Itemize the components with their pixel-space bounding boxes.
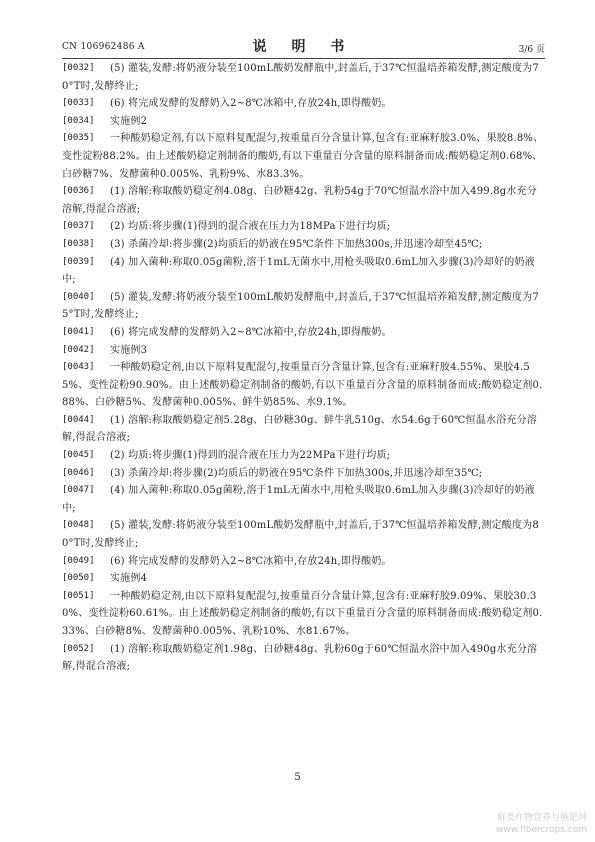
paragraph-text: 一种酸奶稳定剂,有以下原料复配混匀,按重量百分含量计算,包含有:亚麻籽胶3.0%、果胶8.8%、变性淀粉88.2%。由上述酸奶稳定剂制备的酸奶,有以下重量百分含量的原料制备而成:酸奶稳定剂0.68%、白砂糖7%、发酵菌种0.005%、乳粉9%、水83.3%。 — [62, 133, 544, 180]
paragraph-text: (1) 溶解:称取酸奶稳定剂4.08g、白砂糖42g、乳粉54g于70℃恒温水浴中加入499.8g水充分溶解,得混合溶液; — [62, 186, 537, 215]
page-header — [62, 36, 545, 56]
paragraph-number: [0037] — [62, 221, 95, 232]
paragraph-text: 实施例2 — [110, 115, 148, 127]
paragraph — [62, 289, 545, 324]
paragraph-number: [0046] — [62, 467, 95, 478]
paragraph-number: [0036] — [62, 186, 95, 197]
paragraph — [62, 324, 545, 342]
paragraph — [62, 482, 545, 517]
paragraph-number: [0047] — [62, 485, 95, 496]
paragraph-text: 实施例4 — [110, 573, 148, 585]
paragraph-number: [0044] — [62, 414, 95, 425]
paragraph-text: (3) 杀菌冷却:将步骤(2)均质后的奶液在95℃条件下加热300s,并迅速冷却至45℃; — [110, 238, 483, 250]
paragraph-text: (5) 灌装,发酵:将奶液分装至100mL酸奶发酵瓶中,封盖后,于37℃恒温培养箱发酵,测定酸度为80°T时,发酵终止; — [62, 520, 539, 550]
paragraph — [62, 236, 545, 254]
paragraph-number: [0038] — [62, 238, 95, 249]
paragraph-text: (6) 将完成发酵的发酵奶入2~8℃冰箱中,存放24h,即得酸奶。 — [110, 326, 392, 338]
paragraph-number: [0051] — [62, 590, 95, 601]
paragraph — [62, 113, 545, 131]
paragraph — [62, 588, 545, 641]
paragraph-number: [0039] — [62, 256, 95, 267]
page-number: 5 — [294, 772, 301, 783]
paragraph-text: (6) 将完成发酵的发酵奶入2~8℃冰箱中,存放24h,即得酸奶。 — [110, 98, 392, 110]
paragraph-number: [0041] — [62, 326, 95, 337]
header-divider — [62, 58, 545, 59]
paragraph — [62, 447, 545, 465]
paragraph-number: [0040] — [62, 291, 95, 302]
paragraph-number: [0043] — [62, 362, 95, 373]
paragraph-number: [0049] — [62, 555, 95, 566]
page-indicator: 3/6 页 — [518, 45, 545, 55]
paragraph-number: [0042] — [62, 344, 95, 355]
paragraph — [62, 359, 545, 412]
paragraph — [62, 570, 545, 588]
paragraph — [62, 60, 545, 95]
paragraph-text: 实施例3 — [110, 344, 148, 356]
paragraph-number: [0050] — [62, 573, 95, 584]
paragraph — [62, 95, 545, 113]
paragraph-number: [0033] — [62, 98, 95, 109]
paragraph-number: [0048] — [62, 520, 95, 531]
paragraph-text: (3) 杀菌冷却:将步骤(2)均质后的奶液在95℃条件下加热300s,并迅速冷却至35℃; — [110, 467, 483, 479]
paragraph-text: (5) 灌装,发酵:将奶液分装至100mL酸奶发酵瓶中,封盖后,于37℃恒温培养箱发酵,测定酸度为75°T时,发酵终止; — [62, 291, 539, 321]
paragraph-text: (4) 加入菌种:称取0.05g菌粉,溶于1mL无菌水中,用枪头吸取0.6mL加入步骤(3)冷却好的奶液中; — [62, 256, 535, 286]
paragraph — [62, 465, 545, 483]
paragraph-text: (2) 均质:将步骤(1)得到的混合液在压力为18MPa下进行均质; — [110, 221, 391, 233]
paragraph-text: (6) 将完成发酵的发酵奶入2~8℃冰箱中,存放24h,即得酸奶。 — [110, 555, 392, 567]
paragraph — [62, 517, 545, 552]
paragraph — [62, 254, 545, 289]
watermark — [496, 812, 587, 836]
paragraph — [62, 130, 545, 183]
paragraph-number: [0052] — [62, 643, 95, 654]
paragraph-number: [0045] — [62, 450, 95, 461]
paragraph-text: (1) 溶解:称取酸奶稳定剂1.98g、白砂糖48g、乳粉60g于60℃恒温水浴中加入490g水充分溶解,得混合溶液; — [62, 643, 538, 673]
paragraph-text: (1) 溶解:称取酸奶稳定剂5.28g、白砂糖30g、鲜牛乳510g、水54.6g于60℃恒温水浴充分溶解,得混合溶液; — [62, 414, 537, 444]
document-title: 说 明 书 — [252, 39, 355, 55]
paragraph — [62, 342, 545, 360]
watermark-site-name: 麻类作物营养与施肥网 — [496, 813, 587, 823]
watermark-url: www.fibercrops.com — [496, 825, 587, 835]
paragraph-text: 一种酸奶稳定剂,由以下原料复配混匀,按重量百分含量计算,包含有:亚麻籽胶9.09%、果胶30.30%、变性淀粉60.61%。由上述酸奶稳定剂制备的酸奶,有以下重量百分含量的原料制备而成:酸奶稳定剂0.33%、白砂糖8%、发酵菌种0.005%、乳粉10%、水81.67%。 — [62, 590, 543, 637]
paragraph-number: [0032] — [62, 63, 95, 73]
patent-number: CN 106962486 A — [62, 42, 145, 52]
paragraph-text: (5) 灌装,发酵:将奶液分装至100mL酸奶发酵瓶中,封盖后,于37℃恒温培养箱发酵,测定酸度为70°T时,发酵终止; — [62, 63, 539, 92]
paragraph-number: [0035] — [62, 133, 95, 144]
paragraph-text: 一种酸奶稳定剂,由以下原料复配混匀,按重量百分含量计算,包含有:亚麻籽胶4.55%、果胶4.55%、变性淀粉90.90%。由上述酸奶稳定剂制备的酸奶,有以下重量百分含量的原料制备而成:酸奶稳定剂0.88%、白砂糖5%、发酵菌种0.005%、鲜牛奶85%、水9.1%。 — [62, 362, 543, 409]
paragraph — [62, 641, 545, 676]
paragraph-text: (4) 加入菌种:称取0.05g菌粉,溶于1mL无菌水中,用枪头吸取0.6mL加入步骤(3)冷却好的奶液中; — [62, 485, 535, 514]
paragraph-text: (2) 均质:将步骤(1)得到的混合液在压力为22MPa下进行均质; — [110, 450, 391, 462]
paragraph — [62, 553, 545, 571]
paragraph — [62, 412, 545, 447]
document-body — [62, 60, 545, 676]
paragraph-number: [0034] — [62, 115, 95, 126]
paragraph — [62, 183, 545, 218]
paragraph — [62, 218, 545, 236]
